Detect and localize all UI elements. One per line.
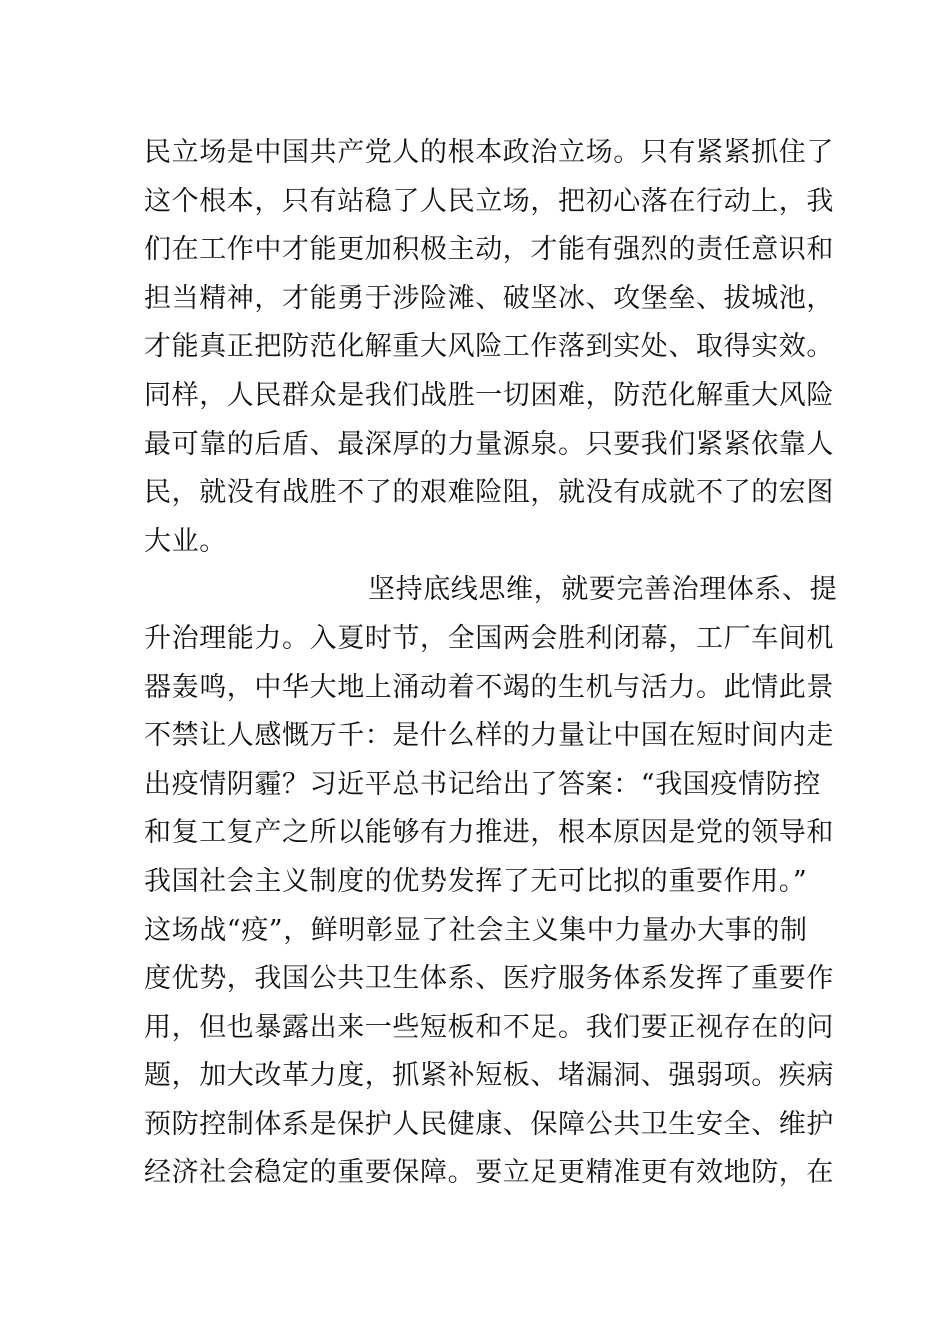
text-line: 我国社会主义制度的优势发挥了无可比拟的重要作用。”: [144, 865, 808, 897]
text-line: 这场战“疫”，鲜明彰显了社会主义集中力量办大事的制: [144, 914, 808, 946]
text-line: 用，但也暴露出来一些短板和不足。我们要正视存在的问: [144, 1011, 834, 1043]
text-line: 同样，人民群众是我们战胜一切困难，防范化解重大风险: [144, 379, 834, 411]
text-line: 题，加大改革力度，抓紧补短板、堵漏洞、强弱项。疾病: [144, 1060, 834, 1092]
text-line: 器轰鸣，中华大地上涌动着不竭的生机与活力。此情此景: [144, 671, 834, 703]
text-line: 预防控制体系是保护人民健康、保障公共卫生安全、维护: [144, 1108, 834, 1140]
text-line: 出疫情阴霾？习近平总书记给出了答案：“我国疫情防控: [144, 768, 821, 800]
text-line: 升治理能力。入夏时节，全国两会胜利闭幕，工厂车间机: [144, 622, 834, 654]
text-line: 们在工作中才能更加积极主动，才能有强烈的责任意识和: [144, 234, 834, 266]
text-line: 这个根本，只有站稳了人民立场，把初心落在行动上，我: [144, 185, 834, 217]
text-line: 担当精神，才能勇于涉险滩、破坚冰、攻堡垒、拔城池，: [144, 282, 834, 314]
text-line: 大业。: [144, 525, 227, 557]
text-line: 最可靠的后盾、最深厚的力量源泉。只要我们紧紧依靠人: [144, 428, 834, 460]
text-line: 经济社会稳定的重要保障。要立足更精准更有效地防，在: [144, 1157, 834, 1189]
body-text: [144, 129, 838, 1198]
paragraph-start-line: 坚持底线思维，就要完善治理体系、提: [368, 574, 838, 606]
text-line: 民，就没有战胜不了的艰难险阻，就没有成就不了的宏图: [144, 477, 834, 509]
text-line: 不禁让人感慨万千：是什么样的力量让中国在短时间内走: [144, 720, 834, 752]
text-line: 和复工复产之所以能够有力推进，根本原因是党的领导和: [144, 817, 834, 849]
text-line: 才能真正把防范化解重大风险工作落到实处、取得实效。: [144, 331, 834, 363]
text-line: 民立场是中国共产党人的根本政治立场。只有紧紧抓住了: [144, 137, 834, 168]
text-line: 度优势，我国公共卫生体系、医疗服务体系发挥了重要作: [144, 963, 834, 995]
